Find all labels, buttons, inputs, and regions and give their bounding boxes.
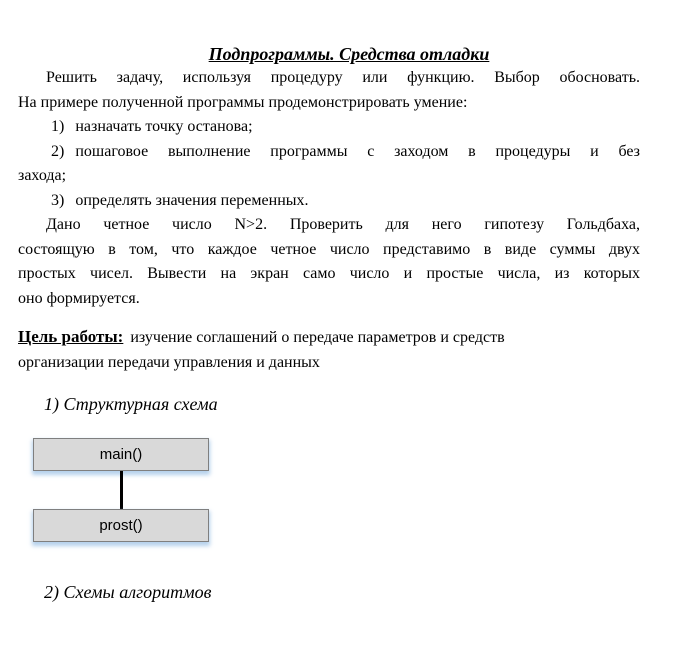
goal-line-2: организации передачи управления и данных	[18, 353, 320, 371]
intro-line-2: На примере полученной программы продемонстрировать умение:	[18, 93, 468, 111]
list-item-3	[18, 189, 640, 214]
diagram-box-main	[33, 438, 209, 471]
list-item-2-text: пошаговое выполнение программы с заходом в процедуры и без	[75, 142, 640, 160]
goal-line-1	[18, 325, 640, 351]
list-item-1	[18, 115, 640, 140]
diagram-box-prost-label: prost()	[99, 517, 143, 534]
structure-diagram	[33, 438, 209, 542]
list-item-1-text: назначать точку останова;	[75, 118, 253, 135]
list-item-2-line-1	[18, 140, 640, 165]
list-item-2-marker: 2)	[51, 142, 65, 160]
diagram-box-prost	[33, 509, 209, 542]
list-item-3-marker: 3)	[51, 191, 65, 209]
task-line-3: простых чисел. Вывести на экран само число и простые числа, из которых	[18, 265, 640, 282]
goal-paragraph	[18, 325, 640, 375]
section-algorithms-number: 2)	[44, 582, 59, 602]
diagram-box-main-label: main()	[99, 446, 143, 463]
list-item-1-marker: 1)	[51, 118, 65, 135]
section-heading-algorithms	[44, 580, 640, 604]
goal-text-1: изучение соглашений о передаче параметров и средств	[130, 329, 505, 346]
document-page	[0, 42, 698, 604]
diagram-connector-line	[120, 471, 123, 509]
list-item-2-line-2: захода;	[18, 167, 67, 184]
section-structure-label: Структурная схема	[63, 394, 218, 414]
section-structure-number: 1)	[44, 394, 59, 414]
task-line-2: состоящую в том, что каждое четное число представимо в виде суммы двух	[18, 240, 640, 258]
task-line-1: Дано четное число N>2. Проверить для него гипотезу Гольдбаха,	[46, 216, 640, 233]
document-title: Подпрограммы. Средства отладки	[208, 44, 490, 64]
list-item-3-text: определять значения переменных.	[75, 191, 309, 209]
goal-label: Цель работы:	[18, 327, 124, 346]
section-algorithms-label: Схемы алгоритмов	[63, 582, 212, 602]
task-line-4: оно формируется.	[18, 289, 140, 307]
intro-line-1: Решить задачу, используя процедуру или функцию. Выбор обосновать.	[46, 69, 640, 86]
section-heading-structure	[44, 392, 640, 416]
